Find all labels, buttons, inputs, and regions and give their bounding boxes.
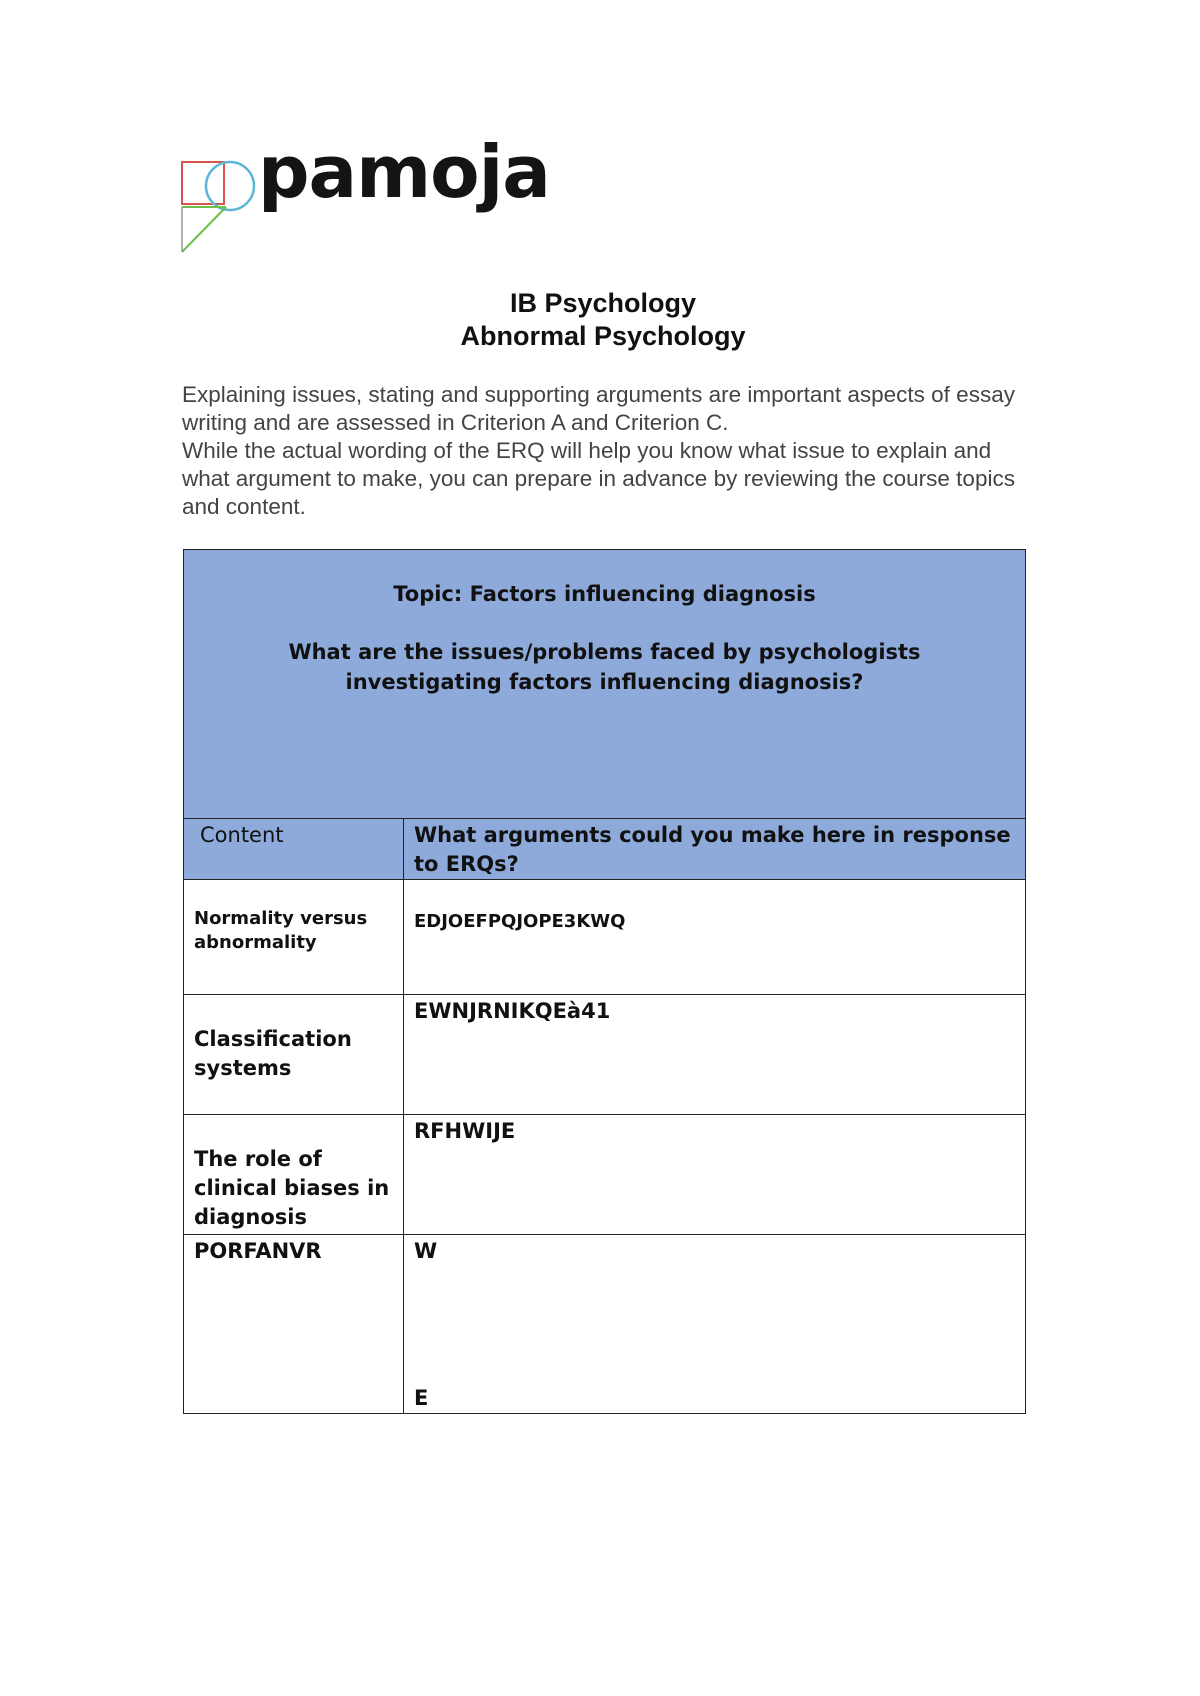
content-cell [184,1115,404,1235]
pamoja-wordmark: pamoja [258,130,550,214]
unit-title: Abnormal Psychology [460,321,746,351]
pamoja-logo-mark-icon [180,140,260,260]
pamoja-logo [180,130,550,260]
argument-cell [404,880,1026,995]
erq-table [183,549,1026,1414]
table-row [184,880,1026,995]
topic-question: What are the issues/problems faced by psychologists investigating factors influencing diagnosis? [288,640,921,694]
argument-text: RFHWIJE [414,1119,516,1143]
argument-text: EWNJRNIKQEà41 [414,999,611,1023]
argument-cell [404,1235,1026,1414]
table-row [184,995,1026,1115]
topic-label: Topic: Factors influencing diagnosis [393,582,816,606]
course-title: IB Psychology [509,288,697,318]
table-row [184,1235,1026,1414]
content-label: The role of clinical biases in diagnosis [194,1147,390,1229]
content-cell [184,995,404,1115]
content-cell [184,1235,404,1414]
intro-paragraph-2: While the actual wording of the ERQ will help you know what issue to explain and what argument to make, you can prepare in advance by reviewing the course topics and content. [182,438,1015,519]
argument-text-top: W [414,1239,438,1263]
intro-text [182,381,1042,521]
document-titles [180,287,1026,353]
content-label: PORFANVR [194,1239,322,1263]
topic-cell [184,550,1026,819]
argument-text-bottom: E [414,1386,429,1410]
table-row [184,1115,1026,1235]
content-label: Classification systems [194,1027,352,1080]
argument-text: EDJOEFPQJOPE3KWQ [414,911,626,932]
header-arguments: What arguments could you make here in response to ERQs? [404,819,1026,880]
argument-cell [404,995,1026,1115]
topic-row [184,550,1026,819]
content-cell [184,880,404,995]
argument-cell [404,1115,1026,1235]
intro-paragraph-1: Explaining issues, stating and supporting arguments are important aspects of essay writing and are assessed in Criterion A and Criterion C. [182,382,1015,435]
content-label: Normality versus abnormality [194,908,368,953]
table-header-row [184,819,1026,880]
header-content: Content [184,819,404,880]
